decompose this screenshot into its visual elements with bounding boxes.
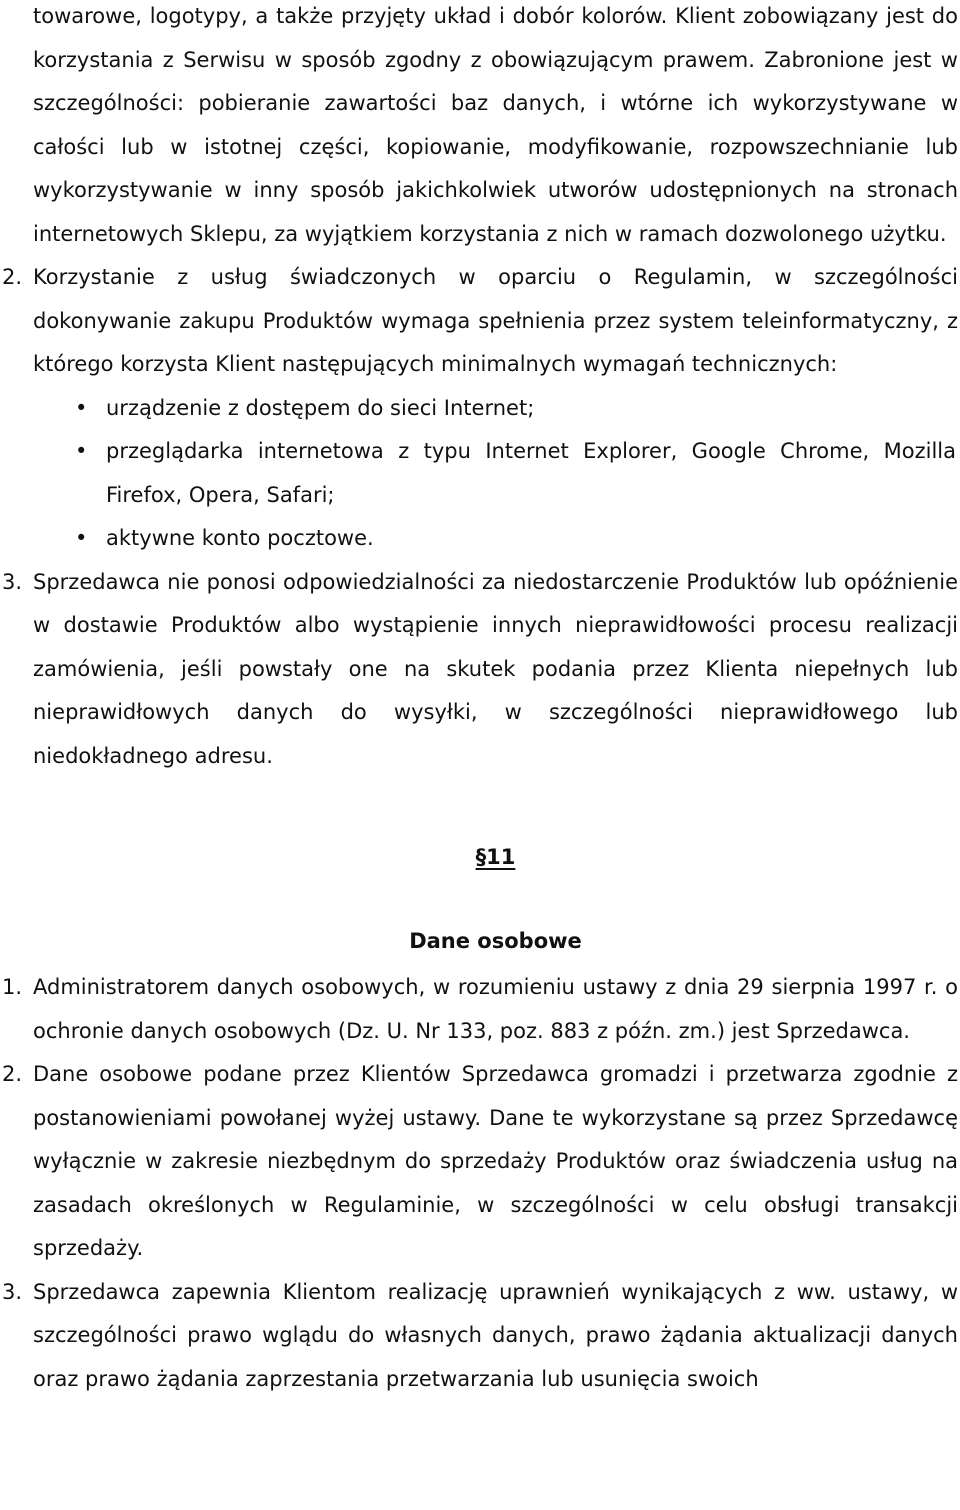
list-item-2 — [2, 256, 958, 387]
list-number: 2. — [2, 1062, 23, 1086]
list-item-text: Administratorem danych osobowych, w rozumieniu ustawy z dnia 29 sierpnia 1997 r. o ochronie danych osobowych (Dz. U. Nr 133, poz. 883 z późn. zm.) jest Sprzedawca. — [33, 975, 958, 1043]
bullet-icon: • — [75, 439, 88, 463]
bullet-icon: • — [75, 526, 88, 550]
bullet-item-internet — [33, 387, 958, 431]
bullet-icon: • — [75, 395, 88, 420]
list-item-text: Dane osobowe podane przez Klientów Sprzedawca gromadzi i przetwarza zgodnie z postanowieniami powołanej wyżej ustawy. Dane te wykorzystane są przez Sprzedawcę wyłącznie w zakresie niezbędnym do sprzedaży Produktów oraz świadczenia usług na zasadach określonych w Regulaminie, w szczególności w celu obsługi transakcji sprzedaży. — [33, 1062, 958, 1260]
bullet-text: aktywne konto pocztowe. — [106, 526, 374, 550]
list-number: 3. — [2, 569, 23, 594]
bullet-item-browser — [33, 430, 958, 517]
section-item-3 — [2, 1271, 958, 1402]
list-number: 1. — [2, 975, 23, 999]
list-number: 2. — [2, 265, 23, 289]
section-title: Dane osobowe — [409, 929, 582, 953]
bullet-item-email — [33, 517, 958, 561]
bullet-text: przeglądarka internetowa z typu Internet Explorer, Google Chrome, Mozilla Firefox, Opera, Safari; — [106, 439, 956, 507]
list-item-text: Sprzedawca nie ponosi odpowiedzialności za niedostarczenie Produktów lub opóźnienie w dostawie Produktów albo wystąpienie innych nieprawidłowości procesu realizacji zamówienia, jeśli powstały one na skutek podania przez Klienta niepełnych lub nieprawidłowych danych do wysyłki, w szczególności nieprawidłowego lub niedokładnego adresu. — [33, 569, 958, 768]
requirements-list — [33, 387, 958, 561]
section-number: §11 — [475, 845, 516, 869]
list-item-text: Korzystanie z usług świadczonych w oparciu o Regulamin, w szczególności dokonywanie zakupu Produktów wymaga spełnienia przez system teleinformatyczny, z którego korzysta Klient następujących minimalnych wymagań technicznych: — [33, 265, 958, 376]
list-item-3 — [2, 561, 958, 779]
section-item-1 — [2, 966, 958, 1053]
bullet-text: urządzenie z dostępem do sieci Internet; — [106, 395, 535, 420]
section-item-2 — [2, 1053, 958, 1271]
list-item-text: Sprzedawca zapewnia Klientom realizację uprawnień wynikających z ww. ustawy, w szczególności prawo wglądu do własnych danych, prawo żądania aktualizacji danych oraz prawo żądania zaprzestania przetwarzania lub usunięcia swoich — [33, 1279, 958, 1391]
list-number: 3. — [2, 1279, 23, 1304]
paragraph-continuation: towarowe, logotypy, a także przyjęty układ i dobór kolorów. Klient zobowiązany jest do korzystania z Serwisu w sposób zgodny z obowiązującym prawem. Zabronione jest w szczególności: pobieranie zawartości baz danych, i wtórne ich wykorzystywane w całości lub w istotnej części, kopiowanie, modyfikowanie, rozpowszechnianie lub wykorzystywanie w inny sposób jakichkolwiek utworów udostępnionych na stronach internetowych Sklepu, za wyjątkiem korzystania z nich w ramach dozwolonego użytku. — [33, 4, 958, 246]
